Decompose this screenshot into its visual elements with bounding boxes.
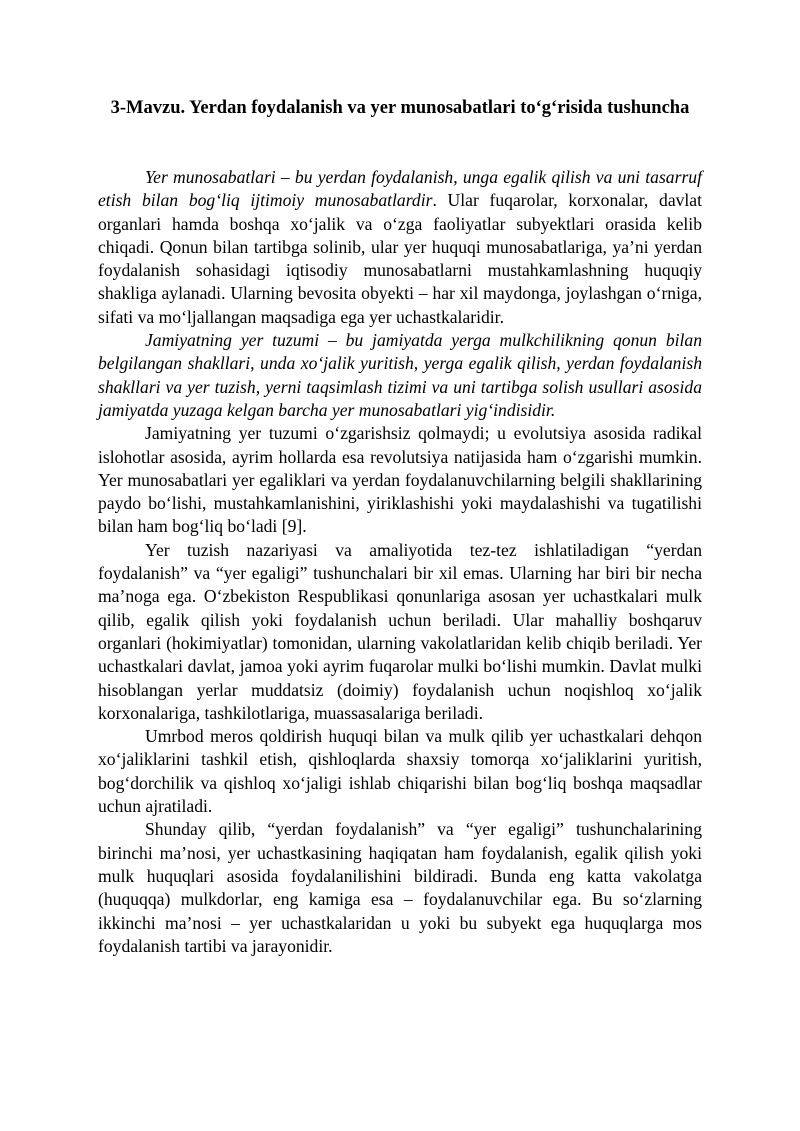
- paragraph-text: Jamiyatning yer tuzumi o‘zgarishsiz qolmaydi; u evolutsiya asosida radikal islohotlar asosida, ayrim hollarda esa revolutsiya natijasida ham o‘zgarishi mumkin. Yer munosabatlari yer egaliklari va yerdan foydalanuvchilarning belgili shakllarining paydo bo‘lishi, mustahkamlanishini, yiriklashishi yoki maydalashishi va tugatilishi bilan ham bog‘liq bo‘ladi [9].: [98, 423, 702, 537]
- paragraph-text: Shunday qilib, “yerdan foydalanish” va “yer egaligi” tushunchalarining birinchi ma’nosi, yer uchastkasining haqiqatan ham foydalanish, egalik qilish yoki mulk huquqlari asosida foydalanilishini bildiradi. Bunda eng katta vakolatga (huquqqa) mulkdorlar, eng kamiga esa – foydalanuvchilar ega. Bu so‘zlarning ikkinchi ma’nosi – yer uchastkalaridan u yoki bu subyekt ega huquqlarga mos foydalanish tartibi va jarayonidir.: [98, 819, 702, 956]
- italic-definition: Jamiyatning yer tuzumi – bu jamiyatda yerga mulkchilikning qonun bilan belgilangan shakllari, unda xo‘jalik yuritish, yerga egalik qilish, yerdan foydalanish shakllari va yer tuzish, yerni taqsimlash tizimi va uni tartibga solish usullari asosida jamiyatda yuzaga kelgan barcha yer munosabatlari yig‘indisidir.: [98, 330, 702, 420]
- paragraph: [98, 329, 702, 422]
- italic-definition: Yer munosabatlari – bu yerdan foydalanish, unga egalik qilish va uni tasarruf etish bilan bog‘liq ijtimoiy munosabatlardir: [98, 167, 702, 211]
- page-title: 3-Mavzu. Yerdan foydalanish va yer munosabatlari to‘g‘risida tushuncha: [110, 98, 690, 118]
- document-body: [98, 166, 702, 958]
- paragraph: [98, 539, 702, 725]
- paragraph: [98, 166, 702, 329]
- paragraph-text: Yer tuzish nazariyasi va amaliyotida tez-tez ishlatiladigan “yerdan foydalanish” va “yer egaligi” tushunchalari bir xil emas. Ularning har biri bir necha ma’noga ega. O‘zbekiston Respublikasi qonunlariga asosan yer uchastkalari mulk qilib, egalik qilish yoki foydalanish uchun beriladi. Ular mahalliy boshqaruv organlari (hokimiyatlar) tomonidan, ularning vakolatlaridan kelib chiqib beriladi. Yer uchastkalari davlat, jamoa yoki ayrim fuqarolar mulki bo‘lishi mumkin. Davlat mulki hisoblangan yerlar muddatsiz (doimiy) foydalanish uchun noqishloq xo‘jalik korxonalariga, tashkilotlariga, muassasalariga beriladi.: [98, 539, 702, 723]
- paragraph-text: . Ular fuqarolar, korxonalar, davlat organlari hamda boshqa xo‘jalik va o‘zga faoliyatlar subyektlari orasida kelib chiqadi. Qonun bilan tartibga solinib, ular yer huquqi munosabatlariga, ya’ni yerdan foydalanish sohasidagi iqtisodiy munosabatlarni mustahkamlashning huquqiy shakliga aylanadi. Ularning bevosita obyekti – har xil maydonga, joylashgan o‘rniga, sifati va mo‘ljallangan maqsadiga ega yer uchastkalaridir.: [98, 190, 703, 327]
- paragraph: [98, 725, 702, 818]
- paragraph: [98, 818, 702, 958]
- paragraph: [98, 422, 702, 538]
- paragraph-text: Umrbod meros qoldirish huquqi bilan va mulk qilib yer uchastkalari dehqon xo‘jaliklarini tashkil etish, qishloqlarda shaxsiy tomorqa xo‘jaliklarini yuritish, bog‘dorchilik va qishloq xo‘jaligi ishlab chiqarishi bilan bog‘liq boshqa maqsadlar uchun ajratiladi.: [98, 726, 702, 817]
